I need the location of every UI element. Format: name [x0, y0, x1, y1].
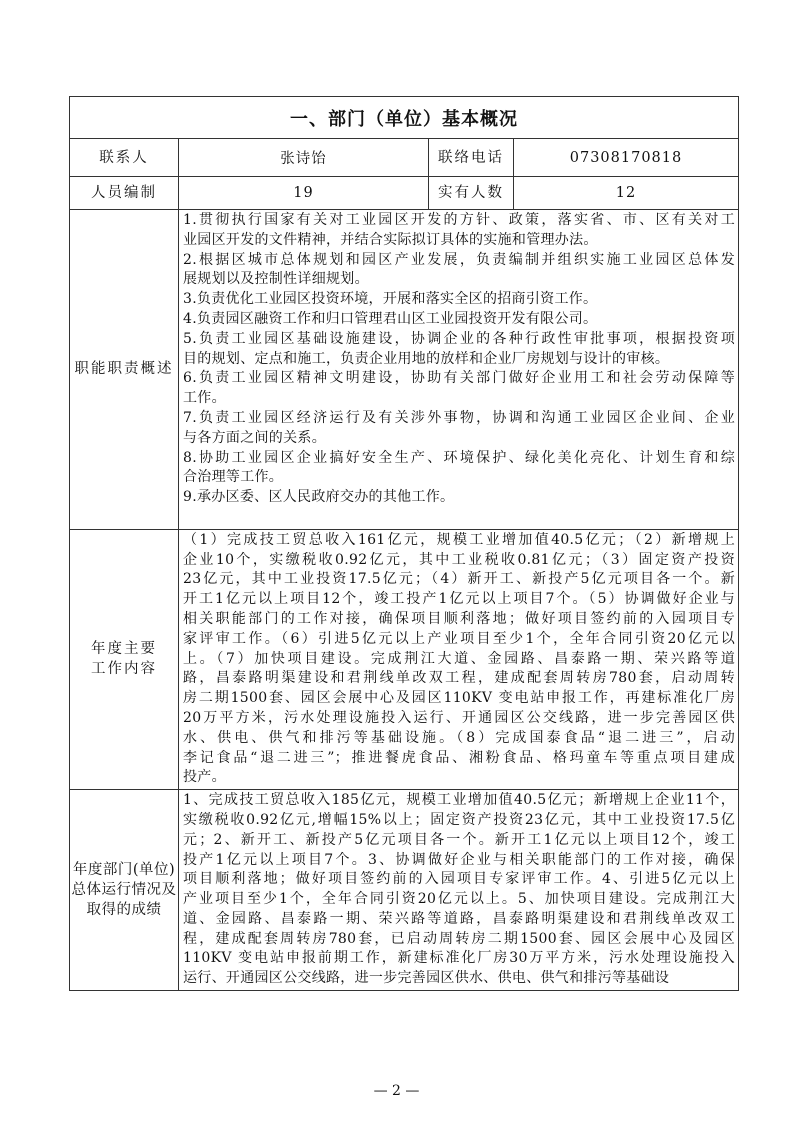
text-line: 水、供电、供气和排污等基础设施。（8）完成国泰食品“退二进三”，启动: [183, 729, 735, 746]
text-line: 李记食品“退二进三”；推进餐虎食品、湘粉食品、格玛童车等重点项目建成: [183, 749, 735, 766]
results-content: [179, 790, 739, 991]
text-line: 展规划以及控制性详细规划。: [183, 271, 369, 288]
text-line: 9.承办区委、区人民政府交办的其他工作。: [183, 489, 455, 506]
annual-work-content: [179, 529, 739, 789]
text-line: 程，建成配套周转房780套，已启动周转房二期1500套、园区会展中心及园区: [183, 930, 735, 947]
text-line: 业园区开发的文件精神，并结合实际拟订具体的实施和管理办法。: [183, 231, 598, 248]
text-line: 20万平方米，污水处理设施投入运行、开通园区公交线路，进一步完善园区供: [183, 709, 735, 726]
phone-label: 联络电话: [429, 139, 514, 177]
text-line: 目的规划、定点和施工，负责企业用地的放样和企业厂房规划与设计的审核。: [183, 350, 670, 367]
text-line: 元；2、新开工、新投产5亿元项目各一个。新开工1亿元以上项目12个，竣工: [183, 831, 735, 848]
text-line: 实缴税收0.92亿元,增幅15%以上；固定资产投资23亿元，其中工业投资17.5亿: [183, 811, 735, 828]
text-line: 企业10个，实缴税收0.92亿元，其中工业税收0.81亿元；（3）固定资产投资: [183, 551, 735, 568]
table-title: 一、部门（单位）基本概况: [70, 97, 739, 139]
text-line: 运行、开通园区公交线路，进一步完善园区供水、供电、供气和排污等基础设: [183, 970, 670, 987]
text-line: 工作。: [183, 390, 226, 407]
text-line: 2.根据区城市总体规划和园区产业发展，负责编制并组织实施工业园区总体发: [183, 251, 735, 268]
label-line: 工作内容: [91, 661, 157, 678]
text-line: 项目顺利落地；做好项目签约前的入园项目专家评审工作。4、引进5亿元以上: [183, 871, 735, 888]
results-label: [70, 790, 179, 991]
label-line: 总体运行情况及: [71, 882, 177, 899]
staff-quota-value: 19: [179, 177, 429, 210]
text-line: （1）完成技工贸总收入161亿元，规模工业增加值40.5亿元；（2）新增规上: [183, 531, 735, 548]
basic-info-table: [69, 96, 739, 991]
actual-staff-value: 12: [514, 177, 739, 210]
text-line: 6.负责工业园区精神文明建设，协助有关部门做好企业用工和社会劳动保障等: [183, 370, 735, 387]
duties-content: [179, 210, 739, 530]
label-line: 年度部门(单位): [72, 862, 176, 879]
text-line: 7.负责工业园区经济运行及有关涉外事物，协调和沟通工业园区企业间、企业: [183, 409, 735, 426]
staff-quota-label: 人员编制: [70, 177, 179, 210]
page-number: — 2 —: [373, 1083, 420, 1099]
actual-staff-label: 实有人数: [429, 177, 514, 210]
phone-value: 07308170818: [514, 139, 739, 177]
text-line: 1.贯彻执行国家有关对工业园区开发的方针、政策，落实省、市、区有关对工: [183, 212, 735, 228]
text-line: 上。（7）加快项目建设。完成荆江大道、金园路、昌泰路一期、荣兴路等道: [183, 650, 735, 667]
text-line: [183, 508, 735, 528]
text-line: 1、完成技工贸总收入185亿元，规模工业增加值40.5亿元；新增规上企业11个，: [183, 792, 735, 809]
text-line: 开工1亿元以上项目12个，竣工投产1亿元以上项目7个。（5）协调做好企业与: [183, 591, 735, 608]
text-line: 路，昌泰路明渠建设和君荆线单改双工程，建成配套周转房780套，启动周转: [183, 670, 735, 687]
text-line: 合治理等工作。: [183, 469, 284, 486]
text-line: 8.协助工业园区企业搞好安全生产、环境保护、绿化美化亮化、计划生育和综: [183, 449, 735, 466]
text-line: 23亿元，其中工业投资17.5亿元；（4）新开工、新投产5亿元项目各一个。新: [183, 571, 735, 588]
text-line: 家评审工作。（6）引进5亿元以上产业项目至少1个，全年合同引资20亿元以: [183, 630, 735, 647]
duties-label: 职能职责概述: [70, 210, 179, 530]
contact-label: 联系人: [70, 139, 179, 177]
text-line: 4.负责园区融资工作和归口管理君山区工业园投资开发有限公司。: [183, 310, 598, 327]
text-line: 110KV 变电站申报前期工作，新建标准化厂房30万平方米，污水处理设施投入: [183, 950, 735, 967]
text-line: 相关职能部门的工作对接，确保项目顺利落地；做好项目签约前的入园项目专: [183, 610, 735, 627]
text-line: 与各方面之间的关系。: [183, 429, 326, 446]
contact-value: 张诗饴: [179, 139, 429, 177]
text-line: 投产1亿元以上项目7个。3、协调做好企业与相关职能部门的工作对接，确保: [183, 851, 735, 868]
text-line: 投产。: [183, 769, 226, 786]
text-line: 3.负责优化工业园区投资环境，开展和落实全区的招商引资工作。: [183, 291, 598, 308]
label-line: 取得的成绩: [86, 902, 162, 919]
text-line: 5.负责工业园区基础设施建设，协调企业的各种行政性审批事项，根据投资项: [183, 330, 735, 347]
text-line: 产业项目至少1个，全年合同引资20亿元以上。5、加快项目建设。完成荆江大: [183, 891, 735, 908]
text-line: 房二期1500套、园区会展中心及园区110KV 变电站申报工作，再建标准化厂房: [183, 690, 735, 707]
annual-work-label: [70, 529, 179, 789]
text-line: 道、金园路、昌泰路一期、荣兴路等道路，昌泰路明渠建设和君荆线单改双工: [183, 910, 735, 927]
label-line: 年度主要: [91, 641, 157, 658]
